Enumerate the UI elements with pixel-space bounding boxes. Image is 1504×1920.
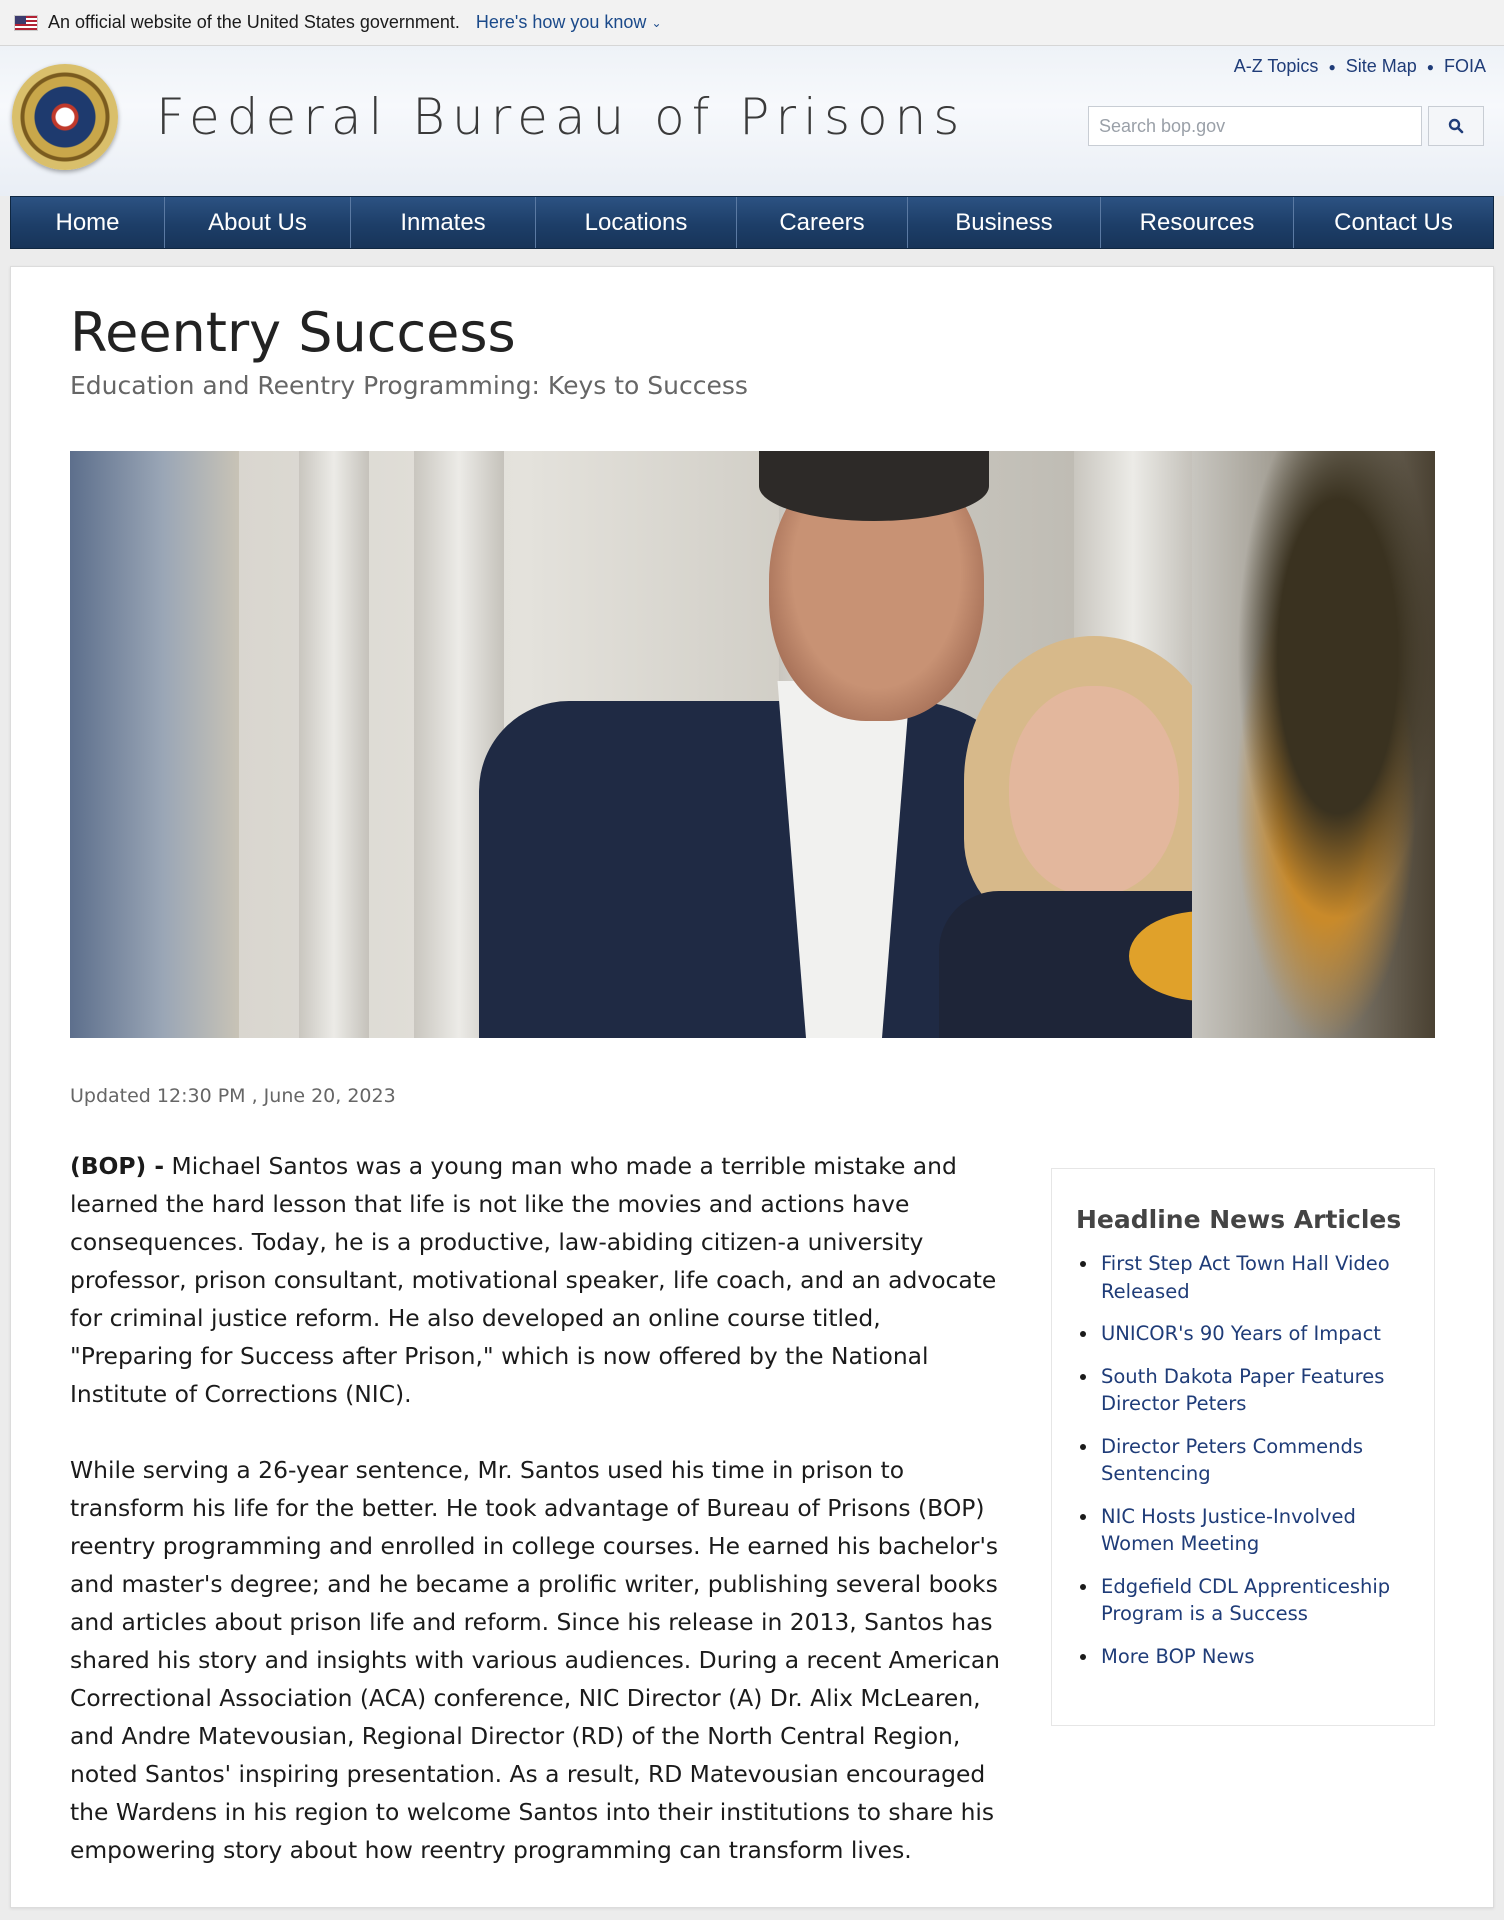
hero-photo	[70, 451, 1435, 1038]
search-input[interactable]	[1088, 106, 1422, 146]
main-nav	[10, 196, 1494, 249]
us-flag-icon	[14, 15, 38, 31]
list-item	[1076, 1503, 1410, 1558]
nav-locations[interactable]: Locations	[536, 197, 737, 248]
gov-banner-text: An official website of the United States government.	[48, 12, 460, 32]
gov-banner	[0, 0, 1504, 46]
article-lead: (BOP) -	[70, 1152, 165, 1180]
list-item	[1076, 1250, 1410, 1305]
article-body	[70, 1147, 1005, 1907]
news-link-south-dakota[interactable]: South Dakota Paper Features Director Peters	[1101, 1364, 1385, 1415]
photo-column	[299, 451, 369, 1038]
article-paragraph-1-text: Michael Santos was a young man who made a terrible mistake and learned the hard lesson that life is not like the movies and actions have consequences. Today, he is a productive, law-abiding citizen-a university professor, prison consultant, motivational speaker, life coach, and an advocate for criminal justice reform. He also developed an online course titled, "Preparing for Success after Prison," which is now offered by the National Institute of Corrections (NIC).	[70, 1152, 997, 1408]
page-subtitle: Education and Reentry Programming: Keys to Success	[70, 371, 748, 400]
list-item	[1076, 1573, 1410, 1628]
nav-about-us[interactable]: About Us	[165, 197, 351, 248]
util-link-az-topics[interactable]: A-Z Topics	[1233, 56, 1319, 76]
updated-timestamp: Updated 12:30 PM , June 20, 2023	[70, 1085, 396, 1107]
article-paragraph	[70, 1147, 1005, 1413]
sidebar-heading: Headline News Articles	[1076, 1205, 1402, 1234]
photo-blur-left	[70, 451, 239, 1038]
photo-blur-right	[1192, 451, 1435, 1038]
article-paragraph: While serving a 26-year sentence, Mr. Santos used his time in prison to transform his life for the better. He took advantage of Bureau of Prisons (BOP) reentry programming and enrolled in college courses. He earned his bachelor's and master's degree; and he became a prolific writer, publishing several books and articles about prison life and reform. Since his release in 2013, Santos has shared his story and insights with various audiences. During a recent American Correctional Association (ACA) conference, NIC Director (A) Dr. Alix McLearen, and Andre Matevousian, Regional Director (RD) of the North Central Region, noted Santos' inspiring presentation. As a result, RD Matevousian encouraged the Wardens in his region to welcome Santos into their institutions to share his empowering story about how reentry programming can transform lives.	[70, 1456, 1000, 1864]
seal-eagle-icon	[46, 98, 84, 136]
content-card	[10, 266, 1494, 1908]
nav-inmates[interactable]: Inmates	[351, 197, 536, 248]
nav-home[interactable]: Home	[11, 197, 165, 248]
list-item	[1076, 1643, 1410, 1671]
search-button[interactable]	[1428, 106, 1484, 146]
news-link-edgefield-cdl[interactable]: Edgefield CDL Apprenticeship Program is a Success	[1101, 1574, 1391, 1625]
how-you-know-toggle[interactable]	[476, 12, 662, 33]
page-title: Reentry Success	[70, 301, 516, 364]
chevron-down-icon: ⌄	[651, 15, 662, 30]
headline-news-list	[1076, 1250, 1410, 1670]
doj-seal-logo[interactable]	[12, 64, 118, 170]
photo-man-hair	[759, 451, 989, 521]
util-link-foia[interactable]: FOIA	[1443, 56, 1486, 76]
news-link-nic-women[interactable]: NIC Hosts Justice-Involved Women Meeting	[1101, 1504, 1356, 1555]
nav-careers[interactable]: Careers	[737, 197, 908, 248]
headline-news-sidebar	[1051, 1168, 1435, 1726]
news-link-unicor[interactable]: UNICOR's 90 Years of Impact	[1101, 1322, 1381, 1345]
how-you-know-label: Here's how you know	[475, 12, 647, 32]
list-item	[1076, 1363, 1410, 1418]
list-item	[1076, 1320, 1410, 1348]
separator-dot: ●	[1328, 59, 1336, 74]
nav-resources[interactable]: Resources	[1101, 197, 1294, 248]
nav-business[interactable]: Business	[908, 197, 1101, 248]
more-bop-news-link[interactable]: More BOP News	[1101, 1644, 1255, 1668]
search-form	[1088, 106, 1484, 146]
search-icon	[1448, 118, 1464, 134]
news-link-first-step-act[interactable]: First Step Act Town Hall Video Released	[1101, 1252, 1390, 1303]
nav-contact-us[interactable]: Contact Us	[1334, 208, 1453, 236]
util-link-site-map[interactable]: Site Map	[1345, 56, 1417, 76]
site-header	[0, 46, 1504, 196]
list-item	[1076, 1433, 1410, 1488]
site-title[interactable]: Federal Bureau of Prisons	[156, 88, 967, 146]
photo-woman-face	[1009, 686, 1179, 896]
news-link-director-peters[interactable]: Director Peters Commends Sentencing	[1101, 1434, 1364, 1485]
photo-center	[239, 451, 1192, 1038]
separator-dot: ●	[1426, 59, 1434, 74]
utility-links	[1234, 56, 1486, 77]
